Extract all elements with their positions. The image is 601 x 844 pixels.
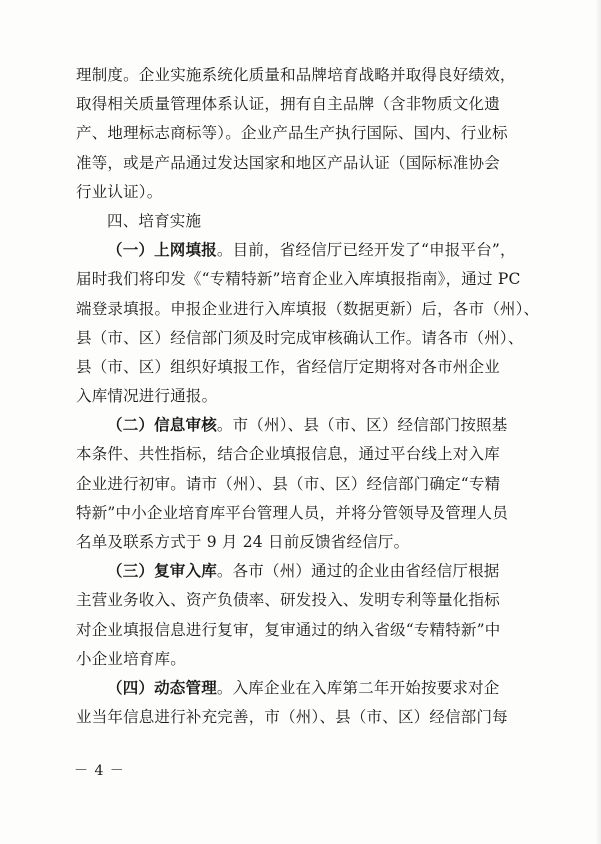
subsection-line: （三）复审入库。各市（州）通过的企业由省经信厅根据 (107, 561, 500, 581)
subsection-title: （一）上网填报 (107, 240, 217, 260)
paragraph-line: 端登录填报。申报企业进行入库填报（数据更新）后，各市（州）、 (76, 299, 540, 318)
body-text (76, 60, 540, 731)
paragraph-line: 县（市、区）经信部门须及时完成审核确认工作。请各市（州）、 (76, 328, 524, 347)
subsection-line: （一）上网填报。目前，省经信厅已经开发了“申报平台”， (107, 240, 516, 260)
paragraph-line: 入库情况进行通报。 (76, 387, 218, 406)
paragraph-line: 行业认证）。 (76, 182, 163, 201)
page-edge-shadow (595, 0, 601, 844)
subsection-line: （四）动态管理。入库企业在入库第二年开始按要求对企 (107, 677, 500, 697)
subsection-title: （三）复审入库 (107, 561, 217, 581)
paragraph-line: 名单及联系方式于 9 月 24 日前反馈省经信厅。 (76, 533, 410, 551)
paragraph-line: 对企业填报信息进行复审，复审通过的纳入省级“专精特新”中 (76, 620, 501, 639)
paragraph-line: 取得相关质量管理体系认证，拥有自主品牌（含非物质文化遗 (76, 95, 500, 114)
subsection-line: （二）信息审核。市（州）、县（市、区）经信部门按照基 (107, 415, 508, 435)
paragraph-line: 准等，或是产品通过发达国家和地区产品认证（国际标准协会 (76, 153, 500, 172)
subsection-title: （二）信息审核 (107, 415, 217, 435)
section-heading: 四、培育实施 (107, 211, 202, 230)
paragraph-line: 业当年信息进行补充完善，市（州）、县（市、区）经信部门每 (76, 708, 508, 727)
paragraph-line: 企业进行初审。请市（州）、县（市、区）经信部门确定“专精 (76, 474, 501, 493)
paragraph-line: 小企业培育库。 (76, 649, 186, 668)
page-number: － 4 － (74, 763, 125, 779)
paragraph-line: 届时我们将印发《“专精特新”培育企业入库填报指南》，通过 PC (76, 270, 521, 289)
subsection-title: （四）动态管理 (107, 677, 217, 697)
paragraph-line: 产、地理标志商标等）。企业产品生产执行国际、国内、行业标 (76, 124, 508, 143)
paragraph-line: 县（市、区）组织好填报工作，省经信厅定期将对各市州企业 (76, 357, 500, 376)
paragraph-line: 主营业务收入、资产负债率、研发投入、发明专利等量化指标 (76, 591, 500, 610)
paragraph-line: 理制度。企业实施系统化质量和品牌培育战略并取得良好绩效， (76, 66, 516, 84)
paragraph-line: 特新”中小企业培育库平台管理人员，并将分管领导及管理人员 (76, 503, 509, 522)
paragraph-line: 本条件、共性指标，结合企业填报信息，通过平台线上对入库 (76, 445, 500, 464)
